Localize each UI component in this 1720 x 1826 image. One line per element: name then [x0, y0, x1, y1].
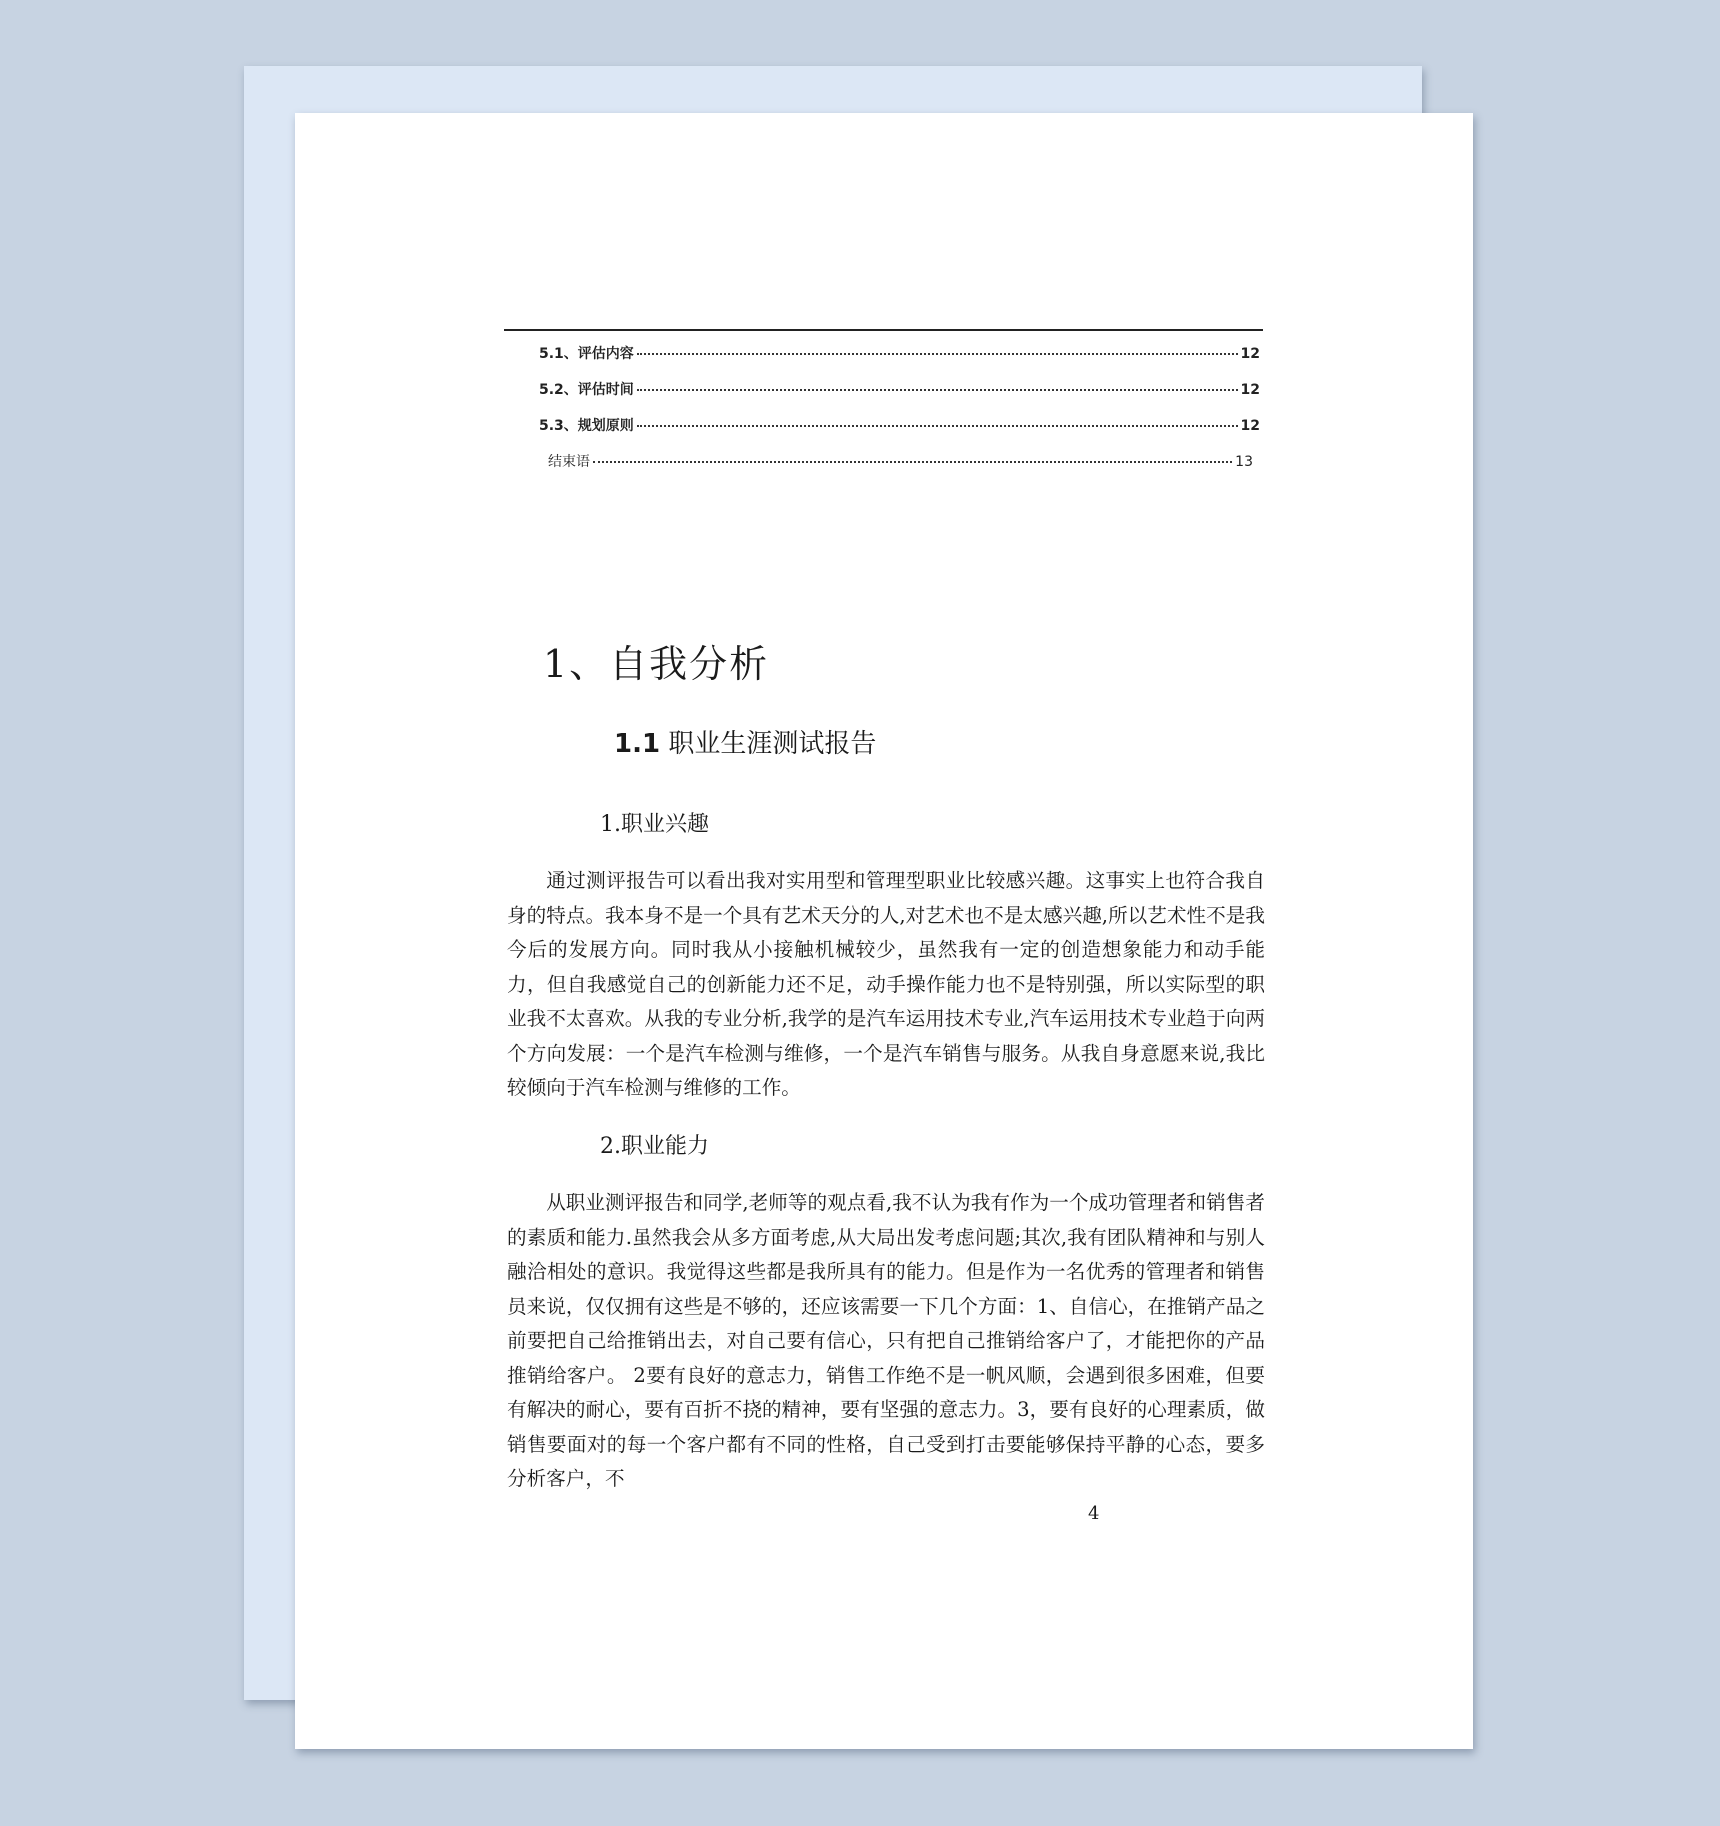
toc-entry-page: 12 [1240, 346, 1260, 362]
toc-entry-page: 12 [1240, 382, 1260, 398]
toc-entry-label: 5.3、规划原则 [539, 418, 634, 434]
document-page [295, 113, 1473, 1749]
table-of-contents [504, 329, 1263, 487]
toc-entry-label: 结束语 [548, 454, 590, 470]
page-number: 4 [1088, 1503, 1100, 1524]
section-title: 职业生涯测试报告 [668, 729, 877, 759]
toc-entry[interactable] [504, 451, 1263, 487]
toc-leader-dots [637, 353, 1238, 355]
toc-entry[interactable] [504, 415, 1263, 451]
toc-leader-dots [593, 461, 1232, 463]
toc-entry[interactable] [504, 343, 1263, 379]
toc-entry[interactable] [504, 379, 1263, 415]
toc-leader-dots [637, 425, 1238, 427]
toc-leader-dots [637, 389, 1238, 391]
section-heading [614, 723, 876, 760]
toc-entry-label: 5.1、评估内容 [539, 346, 634, 362]
paragraph-ability: 从职业测评报告和同学,老师等的观点看,我不认为我有作为一个成功管理者和销售者的素质和能力.虽然我会从多方面考虑,从大局出发考虑问题;其次,我有团队精神和与别人融洽相处的意识。我觉得这些都是我所具有的能力。但是作为一名优秀的管理者和销售员来说，仅仅拥有这些是不够的，还应该需要一下几个方面：1、自信心，在推销产品之前要把自己给推销出去，对自己要有信心，只有把自己推销给客户了，才能把你的产品推销给客户。 2要有良好的意志力，销售工作绝不是一帆风顺，会遇到很多困难，但要有解决的耐心，要有百折不挠的精神，要有坚强的意志力。3，要有良好的心理素质，做销售要面对的每一个客户都有不同的性格，自己受到打击要能够保持平静的心态，要多分析客户，不 [507, 1191, 1265, 1490]
subsection-heading-ability: 2.职业能力 [600, 1134, 709, 1159]
toc-entry-label: 5.2、评估时间 [539, 382, 634, 398]
paragraph-interest: 通过测评报告可以看出我对实用型和管理型职业比较感兴趣。这事实上也符合我自身的特点。我本身不是一个具有艺术天分的人,对艺术也不是太感兴趣,所以艺术性不是我今后的发展方向。同时我从小接触机械较少，虽然我有一定的创造想象能力和动手能力，但自我感觉自己的创新能力还不足，动手操作能力也不是特别强，所以实际型的职业我不太喜欢。从我的专业分析,我学的是汽车运用技术专业,汽车运用技术专业趋于向两个方向发展：一个是汽车检测与维修，一个是汽车销售与服务。从我自身意愿来说,我比较倾向于汽车检测与维修的工作。 [507, 869, 1265, 1099]
subsection-heading-interest: 1.职业兴趣 [600, 812, 709, 837]
chapter-heading: 1、自我分析 [543, 642, 770, 686]
toc-entry-page: 13 [1235, 454, 1253, 470]
toc-entry-page: 12 [1240, 418, 1260, 434]
section-number: 1.1 [614, 729, 661, 759]
